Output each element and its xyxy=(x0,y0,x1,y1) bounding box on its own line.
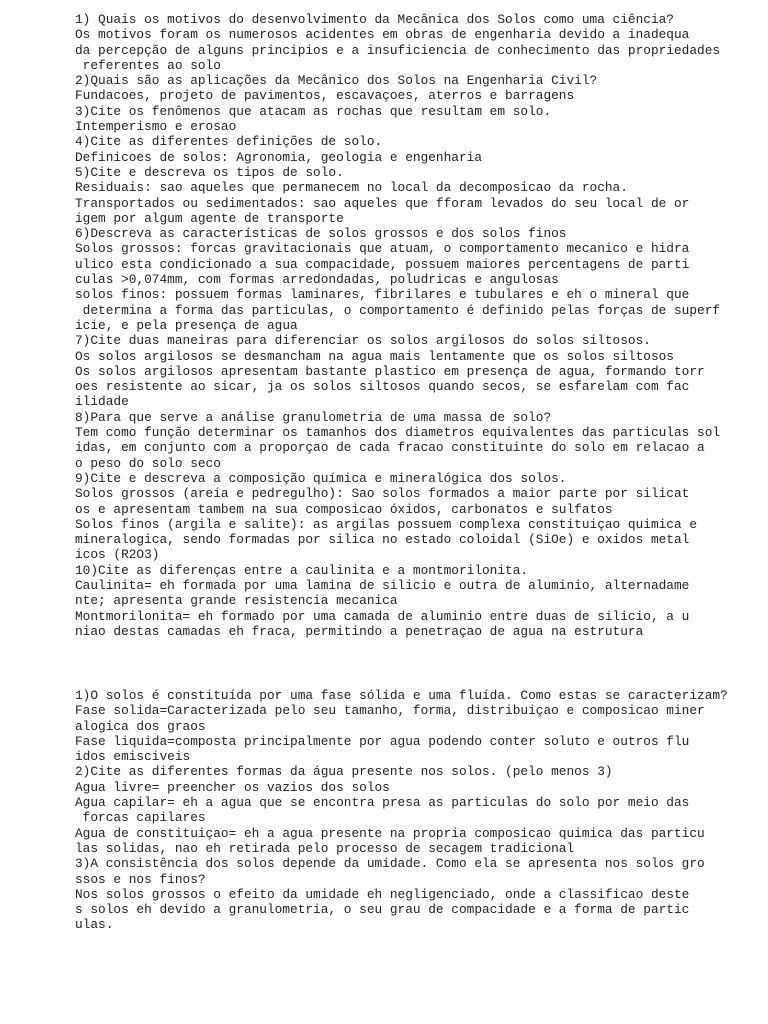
text-line: ulico esta condicionado a sua compacidade, possuem maiores percentagens de parti xyxy=(75,256,690,272)
text-line: Agua livre= preencher os vazios dos solos xyxy=(75,779,390,795)
questions-section-1 xyxy=(75,12,765,639)
text-line: Definicoes de solos: Agronomia, geologia e engenharia xyxy=(75,149,483,165)
text-line: 10)Cite as diferenças entre a caulinita e a montmorilonita. xyxy=(75,562,529,578)
text-line: 8)Para que serve a análise granulometria de uma massa de solo? xyxy=(75,409,552,425)
text-line: Fase solida=Caracterizada pelo seu tamanho, forma, distribuiçao e composicao miner xyxy=(75,703,705,719)
text-line: icos (R2O3) xyxy=(75,547,160,563)
text-line: determina a forma das particulas, o comportamento é definido pelas forças de superf xyxy=(75,302,721,318)
text-line: niao destas camadas eh fraca, permitindo a penetraçao de agua na estrutura xyxy=(75,623,644,639)
text-line: 4)Cite as diferentes definições de solo. xyxy=(75,134,383,150)
text-line: Fundacoes, projeto de pavimentos, escavaçoes, aterros e barragens xyxy=(75,88,575,104)
text-line: culas >0,074mm, com formas arredondadas, poludricas e angulosas xyxy=(75,272,559,288)
text-line: idos emisciveis xyxy=(75,749,191,765)
text-line: Solos finos (argila e salite): as argilas possuem complexa constituiçao quimica e xyxy=(75,516,698,532)
text-line: Os solos argilosos apresentam bastante plastico em presença de agua, formando torr xyxy=(75,363,705,379)
text-line: 5)Cite e descreva os tipos de solo. xyxy=(75,164,344,180)
text-line: alogica dos graos xyxy=(75,718,206,734)
text-line: 2)Quais são as aplicações da Mecânico dos Solos na Engenharia Civil? xyxy=(75,73,598,89)
text-line: las solidas, nao eh retirada pelo processo de secagem tradicional xyxy=(75,840,575,856)
text-line: Nos solos grossos o efeito da umidade eh negligenciado, onde a classificao deste xyxy=(75,886,690,902)
text-line: Os motivos foram os numerosos acidentes em obras de engenharia devido a inadequa xyxy=(75,27,690,43)
text-line: solos finos: possuem formas laminares, fibrilares e tubulares e eh o mineral que xyxy=(75,287,690,303)
text-line: s solos eh devido a granulometria, o seu grau de compacidade e a forma de partic xyxy=(75,902,690,918)
text-line: Residuais: sao aqueles que permanecem no local da decomposicao da rocha. xyxy=(75,180,628,196)
text-line: ulas. xyxy=(75,917,114,933)
text-line: 6)Descreva as características de solos grossos e dos solos finos xyxy=(75,226,567,242)
text-line: ssos e nos finos? xyxy=(75,871,206,887)
text-line: Solos grossos (areia e pedregulho): Sao solos formados a maior parte por silicat xyxy=(75,486,690,502)
text-line: Transportados ou sedimentados: sao aqueles que fforam levados do seu local de or xyxy=(75,195,690,211)
text-line: Tem como função determinar os tamanhos dos diametros equivalentes das particulas sol xyxy=(75,425,721,441)
text-line: Agua de constituiçao= eh a agua presente na propria composicao quimica das particu xyxy=(75,825,705,841)
text-line: 1)O solos é constituída por uma fase sólida e uma fluída. Como estas se caracterizam? xyxy=(75,688,728,703)
text-line: referentes ao solo xyxy=(75,57,221,73)
text-line: Agua capilar= eh a agua que se encontra presa as particulas do solo por meio das xyxy=(75,795,690,811)
text-line: 3)A consistência dos solos depende da umidade. Como ela se apresenta nos solos gro xyxy=(75,856,705,872)
text-line: 3)Cite os fenômenos que atacam as rochas que resultam em solo. xyxy=(75,103,552,119)
text-line: Fase liquida=composta principalmente por agua podendo conter soluto e outros flu xyxy=(75,733,690,749)
text-line: Montmorilonita= eh formado por uma camada de aluminio entre duas de silicio, a u xyxy=(75,608,690,624)
text-line: 9)Cite e descreva a composição química e mineralógica dos solos. xyxy=(75,470,567,486)
text-line: os e apresentam tambem na sua composicao óxidos, carbonatos e sulfatos xyxy=(75,501,613,517)
text-line: 1) Quais os motivos do desenvolvimento da Mecânica dos Solos como uma ciência? xyxy=(75,12,674,27)
text-line: icie, e pela presença de agua xyxy=(75,317,298,333)
questions-section-2 xyxy=(75,688,765,933)
text-line: oes resistente ao sicar, ja os solos siltosos quando secos, se esfarelam com fac xyxy=(75,379,690,395)
text-line: Caulinita= eh formada por uma lamina de silicio e outra de aluminio, alternadame xyxy=(75,577,690,593)
text-line: Solos grossos: forcas gravitacionais que atuam, o comportamento mecanico e hidra xyxy=(75,241,690,257)
text-line: Intemperismo e erosao xyxy=(75,119,237,135)
text-line: Os solos argilosos se desmancham na agua mais lentamente que os solos siltosos xyxy=(75,348,674,364)
text-line: forcas capilares xyxy=(75,810,206,826)
text-line: o peso do solo seco xyxy=(75,455,221,471)
text-line: mineralogica, sendo formadas por silica no estado coloidal (SiOe) e oxidos metal xyxy=(75,532,690,548)
text-line: igem por algum agente de transporte xyxy=(75,210,344,226)
text-line: idas, em conjunto com a proporçao de cada fracao constituinte do solo em relacao a xyxy=(75,440,705,456)
text-line: da percepção de alguns principios e a insuficiencia de conhecimento das propriedades xyxy=(75,42,721,58)
text-line: 2)Cite as diferentes formas da água presente nos solos. (pelo menos 3) xyxy=(75,764,613,780)
text-line: nte; apresenta grande resistencia mecanica xyxy=(75,593,398,609)
text-line: ilidade xyxy=(75,394,129,410)
text-line: 7)Cite duas maneiras para diferenciar os solos argilosos do solos siltosos. xyxy=(75,333,651,349)
